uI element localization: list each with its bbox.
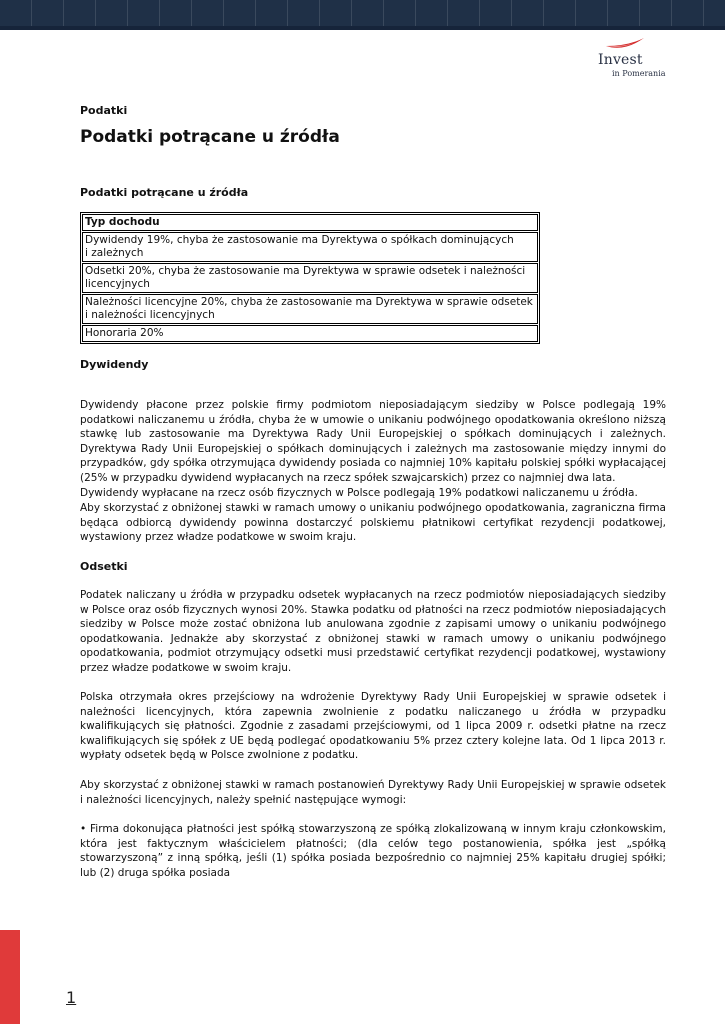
table-row bbox=[82, 232, 538, 262]
income-type-table bbox=[80, 212, 540, 344]
section-label: Podatki bbox=[80, 104, 128, 117]
dividends-paragraph-3: Aby skorzystać z obniżonej stawki w ramach umowy o unikaniu podwójnego opodatkowania, zagraniczna firma będąca odbiorcą dywidendy powinna dostarczyć polskiemu płatnikowi certyfikat rezydencji podatkowej, wystawiony przez władze podatkowe w swoim kraju. bbox=[80, 502, 666, 544]
logo-word: Invest bbox=[598, 52, 643, 68]
table-row bbox=[82, 263, 538, 293]
header-bar bbox=[0, 0, 725, 30]
table-header-cell: Typ dochodu bbox=[82, 214, 538, 231]
table-cell-interest: Odsetki 20%, chyba że zastosowanie ma Dyrektywa w sprawie odsetek i należności licencyjnych bbox=[82, 263, 538, 293]
interest-paragraph-4: • Firma dokonująca płatności jest spółką stowarzyszoną ze spółką zlokalizowaną w innym kraju członkowskim, która jest faktycznym właścicielem płatności; (dla celów tego postanowienia, spółka jest „spółką stowarzyszoną” z inną spółką, jeśli (1) spółka posiada bezpośrednio co najmniej 25% kapitału drugiej spółki; lub (2) druga spółka posiada bbox=[80, 823, 666, 879]
table-cell-fees: Honoraria 20% bbox=[82, 325, 538, 342]
table-cell-dividends: Dywidendy 19%, chyba że zastosowanie ma Dyrektywa o spółkach dominujących i zależnych bbox=[82, 232, 538, 262]
page-number: 1 bbox=[66, 988, 77, 1007]
table-cell-royalties: Należności licencyjne 20%, chyba że zastosowanie ma Dyrektywa w sprawie odsetek i należności licencyjnych bbox=[82, 294, 538, 324]
table-header-row bbox=[82, 214, 538, 231]
table-row bbox=[82, 325, 538, 342]
dividends-paragraph-1: Dywidendy płacone przez polskie firmy podmiotom nieposiadającym siedziby w Polsce podlegają 19% podatkowi naliczanemu u źródła, chyba że w umowie o unikaniu podwójnego opodatkowania określono niższą stawkę lub zastosowanie ma Dyrektywa Rady Unii Europejskiej o spółkach dominujących i zależnych. Dyrektywa Rady Unii Europejskiej o spółkach dominujących i zależnych ma zastosowanie między innymi do przypadków, gdy spółka otrzymująca dywidendy posiada co najmniej 10% kapitału polskiej spółki wypłacającej (25% w przypadku dywidend wypłacanych na rzecz spółek szwajcarskich) przez co najmniej dwa lata. bbox=[80, 399, 666, 484]
footer-accent-bar bbox=[0, 930, 20, 1024]
interest-paragraph-2: Polska otrzymała okres przejściowy na wdrożenie Dyrektywy Rady Unii Europejskiej w sprawie odsetek i należności licencyjnych, która zapewnia zwolnienie z podatku naliczanego u źródła w przypadku kwalifikujących się płatności. Zgodnie z zasadami przejściowymi, od 1 lipca 2009 r. odsetki płatne na rzecz kwalifikujących się spółek z UE będą podlegać opodatkowaniu 5% przez cztery kolejne lata. Od 1 lipca 2013 r. wypłaty odsetek będą w Polsce zwolnione z podatku. bbox=[80, 691, 666, 762]
interest-paragraph-1: Podatek naliczany u źródła w przypadku odsetek wypłacanych na rzecz podmiotów nieposiadających siedziby w Polsce oraz osób fizycznych wynosi 20%. Stawka podatku od płatności na rzecz podmiotów nieposiadających siedziby w Polsce może zostać obniżona lub anulowana zgodnie z zapisami umowy o unikaniu podwójnego opodatkowania. Jednakże aby skorzystać z obniżonej stawki w ramach umowy o unikaniu podwójnego opodatkowania, podmiot otrzymujący odsetki musi przedstawić certyfikat rezydencji podatkowej, wystawiony przez władze podatkowe w swoim kraju. bbox=[80, 589, 666, 674]
interest-heading: Odsetki bbox=[80, 560, 128, 573]
page-title: Podatki potrącane u źródła bbox=[80, 127, 340, 147]
dividends-paragraph-2: Dywidendy wypłacane na rzecz osób fizycznych w Polsce podlegają 19% podatkowi naliczanemu u źródła. bbox=[80, 487, 638, 499]
invest-in-pomerania-logo bbox=[598, 36, 670, 80]
dividends-heading: Dywidendy bbox=[80, 358, 149, 371]
interest-paragraph-3: Aby skorzystać z obniżonej stawki w ramach postanowień Dyrektywy Rady Unii Europejskiej w sprawie odsetek i należności licencyjnych, należy spełnić następujące wymogi: bbox=[80, 779, 666, 806]
table-row bbox=[82, 294, 538, 324]
logo-subtitle: in Pomerania bbox=[612, 69, 666, 78]
table-subheading: Podatki potrącane u źródła bbox=[80, 186, 249, 199]
